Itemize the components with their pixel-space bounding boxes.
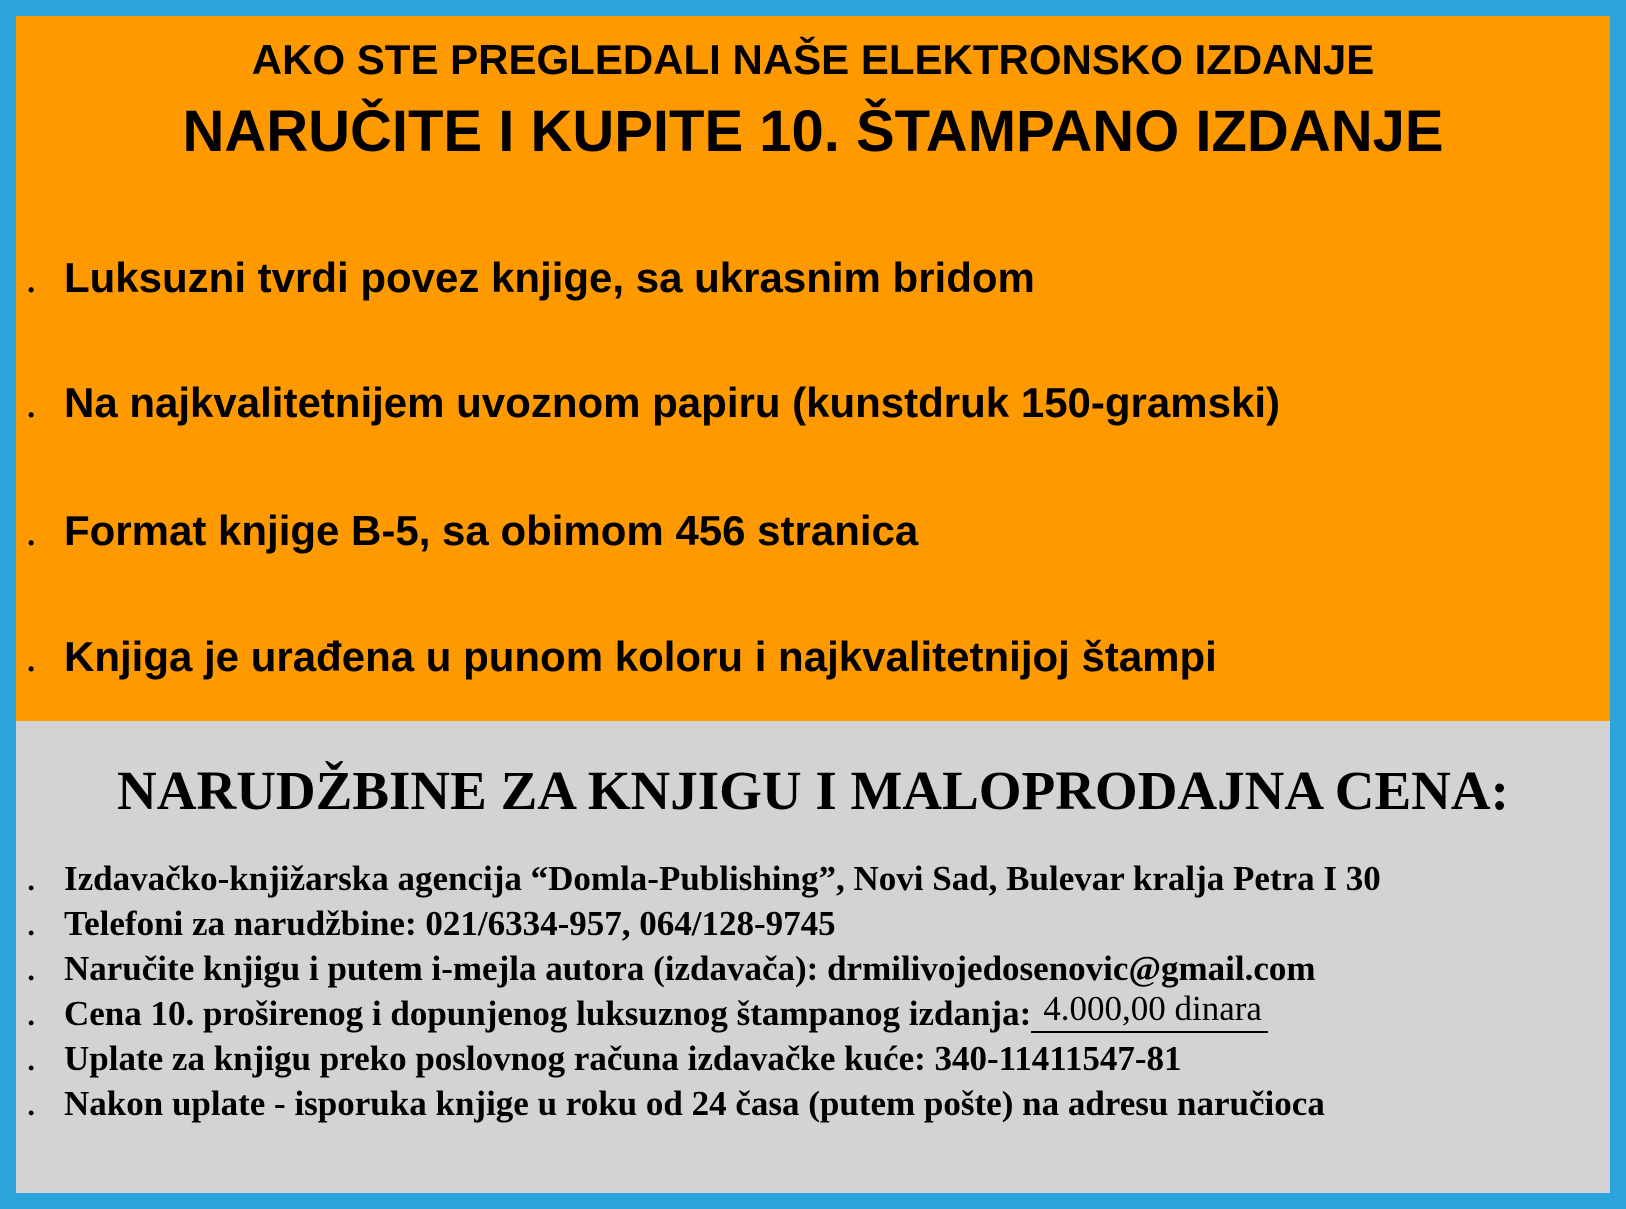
- orders-title: NARUDŽBINE ZA KNJIGU I MALOPRODAJNA CENA:: [117, 760, 1509, 821]
- order-info-text: Naručite knjigu i putem i-mejla autora (izdavača): drmilivojedosenovic@gmail.com: [64, 949, 1316, 988]
- feature-text: Knjiga je urađena u punom koloru i najkvalitetnijoj štampi: [64, 633, 1217, 680]
- order-info-price-row: [64, 989, 1268, 1038]
- bullet-icon: •: [28, 923, 35, 943]
- headline-electronic-edition: AKO STE PREGLEDALI NAŠE ELEKTRONSKO IZDANJE: [251, 36, 1375, 83]
- bullet-icon: •: [28, 659, 35, 679]
- headline-order-printed-edition: NARUČITE I KUPITE 10. ŠTAMPANO IZDANJE: [182, 99, 1444, 164]
- feature-text: Luksuzni tvrdi povez knjige, sa ukrasnim bridom: [64, 254, 1035, 301]
- bullet-icon: •: [28, 1013, 35, 1033]
- bullet-icon: •: [28, 533, 35, 553]
- price-label: Cena 10. proširenog i dopunjenog luksuznog štampanog izdanja:: [64, 994, 1032, 1033]
- bullet-icon: •: [28, 1103, 35, 1123]
- feature-text: Na najkvalitetnijem uvoznom papiru (kunstdruk 150-gramski): [64, 379, 1280, 426]
- bullet-icon: •: [28, 1058, 35, 1078]
- promo-section: [16, 16, 1610, 721]
- order-info-text: Izdavačko-knjižarska agencija “Domla-Publishing”, Novi Sad, Bulevar kralja Petra I 30: [64, 859, 1381, 898]
- bullet-icon: •: [28, 280, 35, 300]
- bullet-icon: •: [28, 968, 35, 988]
- orders-section: [16, 721, 1610, 1193]
- order-info-text: Nakon uplate - isporuka knjige u roku od 24 časa (putem pošte) na adresu naručioca: [64, 1084, 1325, 1123]
- order-info-text: Telefoni za narudžbine: 021/6334-957, 064/128-9745: [64, 904, 836, 943]
- order-info-text: Uplate za knjigu preko poslovnog računa izdavačke kuće: 340-11411547-81: [64, 1039, 1182, 1078]
- bullet-icon: •: [28, 405, 35, 425]
- feature-text: Format knjige B-5, sa obimom 456 stranica: [64, 507, 919, 554]
- bullet-icon: •: [28, 878, 35, 898]
- price-value: 4.000,00 dinara: [1031, 989, 1268, 1033]
